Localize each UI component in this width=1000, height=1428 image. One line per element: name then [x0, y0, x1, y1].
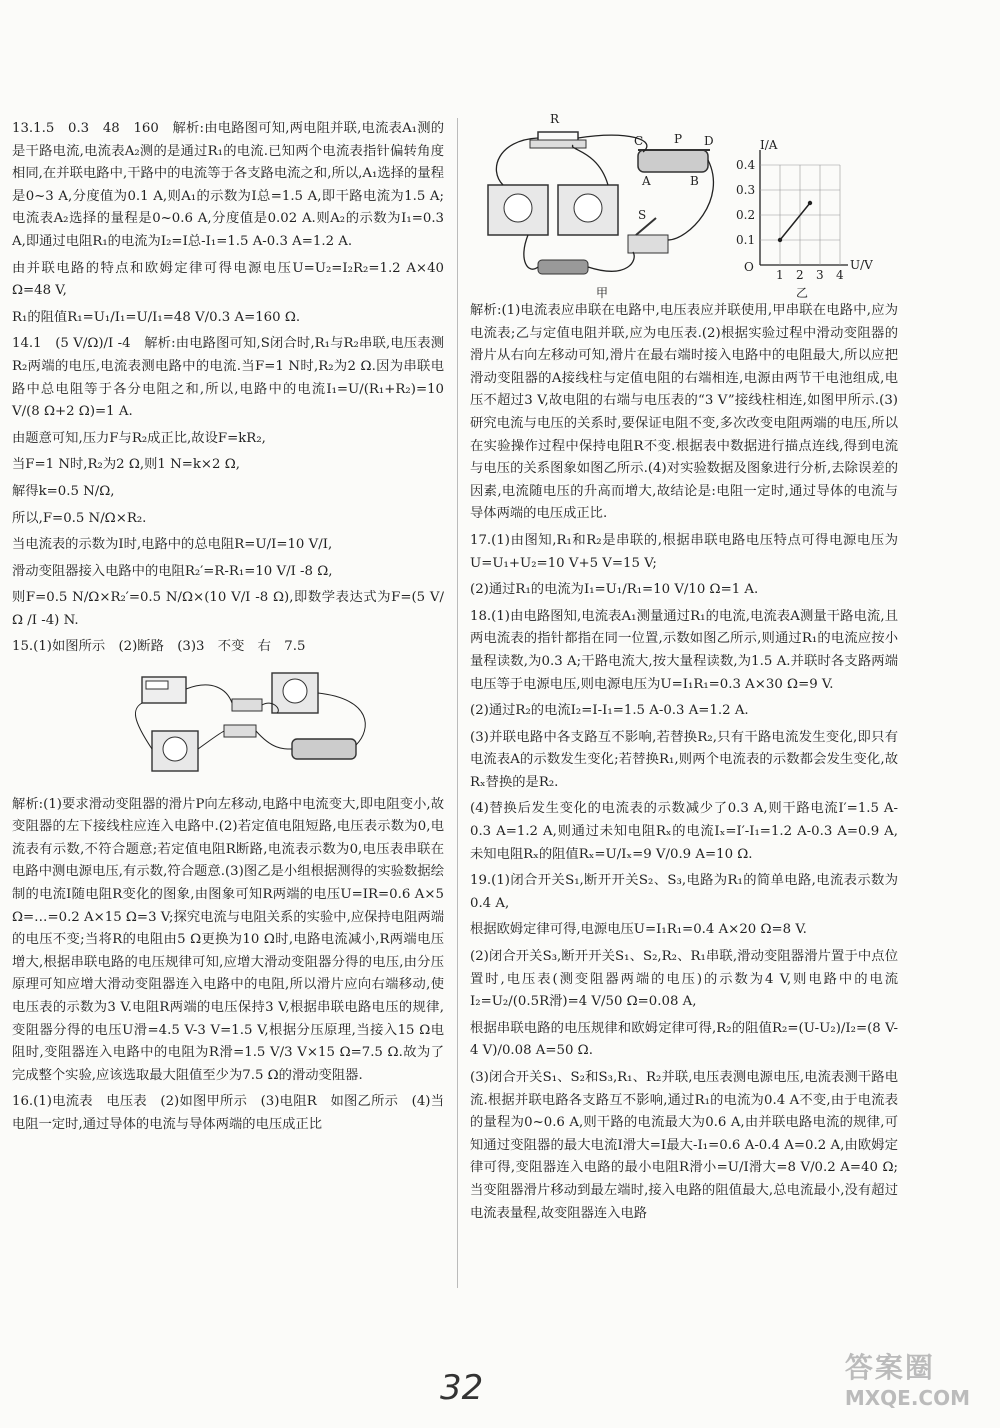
graph-origin: O	[744, 260, 754, 274]
answer-14-part8: 则F=0.5 N/Ω×R₂′=0.5 N/Ω×(10 V/I -8 Ω),即数学表达式为F=(5 V/Ω /I -4) N.	[12, 590, 444, 628]
label-R: R	[550, 112, 560, 126]
graph-xlabel: U/V	[850, 258, 873, 272]
xtick: 2	[796, 268, 804, 282]
graph-ylabel: I/A	[760, 138, 778, 152]
answer-14-part2: 由题意可知,压力F与R₂成正比,故设F=kR₂,	[12, 430, 266, 446]
answer-19-part3: (2)闭合开关S₃,断开开关S₁、S₂,R₂、R₁串联,滑动变阻器滑片置于中点位置时,电压表(测变阻器两端的电压)的示数为4 V,则电路中的电流I₂=U₂/(0.5R滑)=4 V/50 Ω=0.08 A,	[470, 949, 898, 1010]
watermark-logo-text: 答案圈	[844, 1351, 935, 1384]
label-B: B	[690, 174, 699, 188]
answer-17-part1: 17.(1)由图知,R₁和R₂是串联的,根据串联电路电压特点可得电源电压为U=U₁+U₂=10 V+5 V=15 V;	[470, 532, 898, 571]
answer-18-part3: (3)并联电路中各支路互不影响,若替换R₂,只有干路电流发生变化,即只有电流表A的示数发生变化;若替换R₁,则两个电流表的示数都会发生变化,故Rₓ替换的是R₂.	[470, 729, 898, 790]
answer-15-head: 15.(1)如图所示 (2)断路 (3)3 不变 右 7.5	[12, 639, 306, 655]
ytick: 0.4	[736, 158, 756, 172]
xtick: 1	[776, 268, 784, 282]
answer-19-part2: 根据欧姆定律可得,电源电压U=I₁R₁=0.4 A×20 Ω=8 V.	[470, 922, 807, 938]
page-number: 32	[440, 1368, 484, 1408]
answer-17-part2: (2)通过R₁的电流为I₁=U₁/R₁=10 V/10 Ω=1 A.	[470, 582, 759, 598]
answer-18-part1: 18.(1)由电路图知,电流表A₁测量通过R₁的电流,电流表A测量干路电流,且两电流表的指针都指在同一位置,示数如图乙所示,则通过R₁的电流应按小量程读数,为0.3 A;干路电流大,按大量程读数,为1.5 A.并联时各支路两端电压等于电源电压,则电源电压为U=I₁R₁=0.3 A×30 Ω=9 V.	[470, 608, 898, 692]
answer-19-part5: (3)闭合开关S₁、S₂和S₃,R₁、R₂并联,电压表测电源电压,电流表测干路电流.根据并联电路各支路互不影响,通过R₁的电流为0.4 A不变,由于电流表的量程为0~0.6 A,则干路的电流最大为0.6 A,由并联电路电流的规律,可知通过变阻器的最大电流I滑大=I最大-I₁=0.6 A-0.4 A=0.2 A,由欧姆定律可得,变阻器连入电路的最小电阻R滑小=U/I滑大=8 V/0.2 A=40 Ω;当变阻器滑片移动到最左端时,接入电路的阻值最大,总电流最小,没有超过电流表量程,故变阻器连入电路	[470, 1070, 898, 1221]
answer-18-part4: (4)替换后发生变化的电流表的示数减少了0.3 A,则干路电流I′=1.5 A-0.3 A=1.2 A,则通过未知电阻Rₓ的电流Iₓ=I′-I₁=1.2 A-0.3 A=0.9 A,未知电阻Rₓ的阻值Rₓ=U/Iₓ=9 V/0.9 A=10 Ω.	[470, 801, 898, 862]
answer-16: 16.(1)电流表 电压表 (2)如图甲所示 (3)电阻R 如图乙所示 (4)当电阻一定时,通过导体的电流与导体两端的电压成正比	[12, 1094, 444, 1132]
label-C: C	[634, 134, 644, 148]
graph-yi	[760, 150, 848, 265]
label-D: D	[704, 134, 714, 148]
circuit-diagram-q15	[132, 669, 392, 779]
xtick: 3	[816, 268, 824, 282]
left-column	[12, 118, 444, 1141]
caption-jia: 甲	[596, 286, 609, 300]
answer-19-part4: 根据串联电路的电压规律和欧姆定律可得,R₂的阻值R₂=(U-U₂)/I₂=(8 V-4 V)/0.08 A=50 Ω.	[470, 1020, 898, 1059]
ytick: 0.3	[736, 183, 756, 197]
answer-14-part1: 14.1 (5 V/Ω)/I -4 解析:由电路图可知,S闭合时,R₁与R₂串联,电压表测R₂两端的电压,电流表测电路中的电流.当F=1 N时,R₂为2 Ω.因为串联电路中总电阻等于各分电阻之和,所以,电路中的电流I₁=U/(R₁+R₂)=10 V/(8 Ω+2 Ω)=1 A.	[12, 336, 444, 420]
answer-16-analysis: 解析:(1)电流表应串联在电路中,电压表应并联使用,甲串联在电路中,应为电流表;乙与定值电阻并联,应为电压表.(2)根据实验过程中滑动变阻器的滑片从右向左移动可知,滑片在最右端时接入电路中的电阻最大,所以应把滑动变阻器的A接线柱与定值电阻的右端相连,电源由两节干电池组成,电压不超过3 V,故电阻的右端与电压表的“3 V”接线柱相连,如图甲所示.(3)研究电流与电压的关系时,要保证电阻不变,多次改变电阻两端的电压,所以在实验操作过程中保持电阻R不变.根据表中数据进行描点连线,得到电流与电压的关系图象如图乙所示.(4)对实验数据及图象进行分析,去除误差的因素,电流随电压的升高而增大,故结论是:电阻一定时,通过导体的电流与导体两端的电压成正比.	[470, 303, 898, 522]
answer-18-part2: (2)通过R₂的电流I₂=I-I₁=1.5 A-0.3 A=1.2 A.	[470, 703, 749, 719]
answer-14-part6: 当电流表的示数为I时,电路中的总电阻R=U/I=10 V/I,	[12, 537, 333, 553]
label-A: A	[642, 174, 651, 188]
column-divider	[457, 118, 458, 1288]
figure-q16	[478, 110, 898, 300]
watermark	[845, 1346, 970, 1410]
caption-yi: 乙	[796, 286, 809, 300]
answer-14-part7: 滑动变阻器接入电路中的电阻R₂′=R-R₁=10 V/I -8 Ω,	[12, 563, 333, 579]
ytick: 0.2	[736, 208, 756, 222]
answer-15-analysis: 解析:(1)要求滑动变阻器的滑片P向左移动,电路中电流变大,即电阻变小,故变阻器的左下接线柱应连入电路中.(2)若定值电阻短路,电压表示数为0,电流表有示数,不符合题意;若定值电阻R断路,电流表示数为0,电压表串联在电路中测电源电压,有示数,符合题意.(3)图乙是小组根据测得的实验数据绘制的电流I随电阻R变化的图象,由图象可知R两端的电压U=IR=0.6 A×5 Ω=…=0.2 A×15 Ω=3 V;探究电流与电阻关系的实验中,应保持电阻两端的电压不变;当将R的电阻由5 Ω更换为10 Ω时,电路电流减小,R两端电压增大,根据串联电路的电压规律可知,应增大滑动变阻器分得的电压,由分压原理可知应增大滑动变阻器连入电路中的电阻,所以滑片应向右端移动,使电压表的示数为3 V.电阻R两端的电压保持3 V,根据串联电路电压的规律,变阻器分得的电压U滑=4.5 V-3 V=1.5 V,根据分压原理,当接入15 Ω电阻时,变阻器连入电路中的电阻为R滑=1.5 V/3 V×15 Ω=7.5 Ω.故为了完成整个实验,应该选取最大阻值至少为7.5 Ω的滑动变阻器.	[12, 796, 444, 1083]
answer-14-part3: 当F=1 N时,R₂为2 Ω,则1 N=k×2 Ω,	[12, 457, 240, 473]
label-P: P	[674, 132, 683, 146]
ytick: 0.1	[736, 233, 756, 247]
watermark-url: MXQE.COM	[844, 1386, 970, 1410]
answer-13-part1: 13.1.5 0.3 48 160 解析:由电路图可知,两电阻并联,电流表A₁测的是干路电流,电流表A₂测的是通过R₁的电流.已知两个电流表指针偏转角度相同,在并联电路中,干路中的电流等于各支路电流之和,所以,A₁选择的量程是0~3 A,分度值为0.1 A,则A₁的示数为I总=1.5 A,即干路电流为1.5 A;电流表A₂选择的量程是0~0.6 A,分度值是0.02 A.则A₂的示数为I₁=0.3 A,即通过电阻R₁的电流为I₂=I总-I₁=1.5 A-0.3 A=1.2 A.	[12, 121, 444, 249]
answer-19-part1: 19.(1)闭合开关S₁,断开开关S₂、S₃,电路为R₁的简单电路,电流表示数为0.4 A,	[470, 873, 898, 911]
answer-14-part4: 解得k=0.5 N/Ω,	[12, 483, 115, 499]
answer-13-part3: R₁的阻值R₁=U₁/I₁=U/I₁=48 V/0.3 A=160 Ω.	[12, 309, 301, 325]
label-S: S	[638, 208, 647, 222]
right-column	[470, 300, 898, 1229]
circuit-diagram-jia	[478, 110, 898, 300]
xtick: 4	[836, 268, 844, 282]
answer-14-part5: 所以,F=0.5 N/Ω×R₂.	[12, 510, 147, 526]
answer-13-part2: 由并联电路的特点和欧姆定律可得电源电压U=U₂=I₂R₂=1.2 A×40 Ω=48 V,	[12, 260, 444, 299]
